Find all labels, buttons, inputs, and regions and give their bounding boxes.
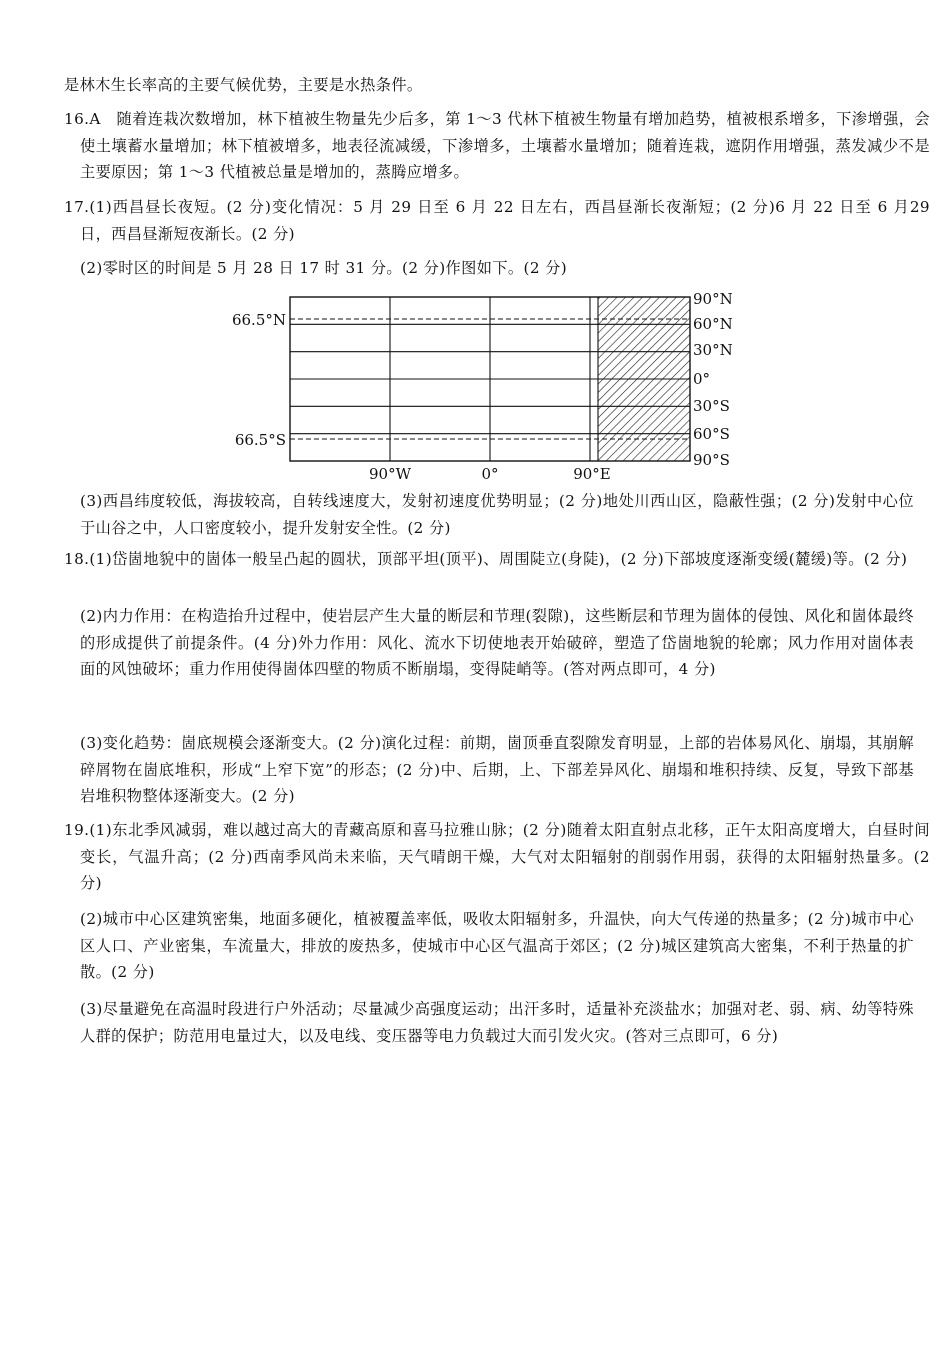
daylight-diagram [230,285,750,485]
label-30n: 30°N [693,341,733,359]
label-antarctic-circle: 66.5°S [234,431,286,449]
paragraph-q15-end: 是林木生长率高的主要气候优势，主要是水热条件。 [64,76,423,94]
label-90e: 90°E [573,465,611,483]
paragraph-q19-1: 19.(1)东北季风减弱，难以越过高大的青藏高原和喜马拉雅山脉；(2 分)随着太阳直射点北移，正午太阳高度增大，白昼时间变长，气温升高；(2 分)西南季风尚未来临，天气晴朗干燥，大气对太阳辐射的削弱作用弱，获得的太阳辐射热量多。(2 分) [64,821,930,892]
label-arctic-circle: 66.5°N [231,311,286,329]
paragraph-q19-3: (3)尽量避免在高温时段进行户外活动；尽量减少高强度运动；出汗多时，适量补充淡盐水；加强对老、弱、病、幼等特殊人群的保护；防范用电量过大，以及电线、变压器等电力负载过大而引发火灾。(答对三点即可，6 分) [80,1000,914,1045]
paragraph-q18-2: (2)内力作用：在构造抬升过程中，使岩层产生大量的断层和节理(裂隙)，这些断层和节理为崮体的侵蚀、风化和崮体最终的形成提供了前提条件。(4 分)外力作用：风化、流水下切使地表开始破碎，塑造了岱崮地貌的轮廓；风力作用对崮体表面的风蚀破坏；重力作用使得崮体四壁的物质不断崩塌，变得陡峭等。(答对两点即可，4 分) [80,607,914,678]
label-90s: 90°S [693,451,730,469]
paragraph-q17-2: (2)零时区的时间是 5 月 28 日 17 时 31 分。(2 分)作图如下。(2 分) [80,259,568,277]
label-equator: 0° [693,370,711,388]
label-30s: 30°S [693,397,730,415]
label-90n: 90°N [693,290,733,308]
label-60s: 60°S [693,425,730,443]
label-90w: 90°W [368,465,412,483]
paragraph-q19-2: (2)城市中心区建筑密集，地面多硬化，植被覆盖率低，吸收太阳辐射多，升温快，向大气传递的热量多；(2 分)城市中心区人口、产业密集，车流量大，排放的废热多，使城市中心区气温高于郊区；(2 分)城区建筑高大密集，不利于热量的扩散。(2 分) [80,910,914,981]
label-0-meridian: 0° [481,465,499,483]
label-60n: 60°N [693,315,733,333]
paragraph-q18-3: (3)变化趋势：崮底规模会逐渐变大。(2 分)演化过程：前期，崮顶垂直裂隙发育明显，上部的岩体易风化、崩塌，其崩解碎屑物在崮底堆积，形成“上窄下宽”的形态；(2 分)中、后期，上、下部差异风化、崩塌和堆积持续、反复，导致下部基岩堆积物整体逐渐变大。(2 分) [80,734,914,805]
paragraph-q17-1: 17.(1)西昌昼长夜短。(2 分)变化情况：5 月 29 日至 6 月 22 日左右，西昌昼渐长夜渐短；(2 分)6 月 22 日至 6 月29 日，西昌昼渐短夜渐长。(2 分) [64,198,930,243]
paragraph-q17-3: (3)西昌纬度较低，海拔较高，自转线速度大，发射初速度优势明显；(2 分)地处川西山区，隐蔽性强；(2 分)发射中心位于山谷之中，人口密度较小，提升发射安全性。(2 分) [80,492,914,537]
paragraph-q16: 16.A 随着连栽次数增加，林下植被生物量先少后多，第 1～3 代林下植被生物量有增加趋势，植被根系增多，下渗增强，会使土壤蓄水量增加；林下植被增多，地表径流减缓，下渗增多，土壤蓄水量增加；随着连栽，遮阴作用增强，蒸发减少不是主要原因；第 1～3 代植被总量是增加的，蒸腾应增多。 [64,110,930,181]
paragraph-q18-1: 18.(1)岱崮地貌中的崮体一般呈凸起的圆状，顶部平坦(顶平)、周围陡立(身陡)，(2 分)下部坡度逐渐变缓(麓缓)等。(2 分) [64,550,908,568]
